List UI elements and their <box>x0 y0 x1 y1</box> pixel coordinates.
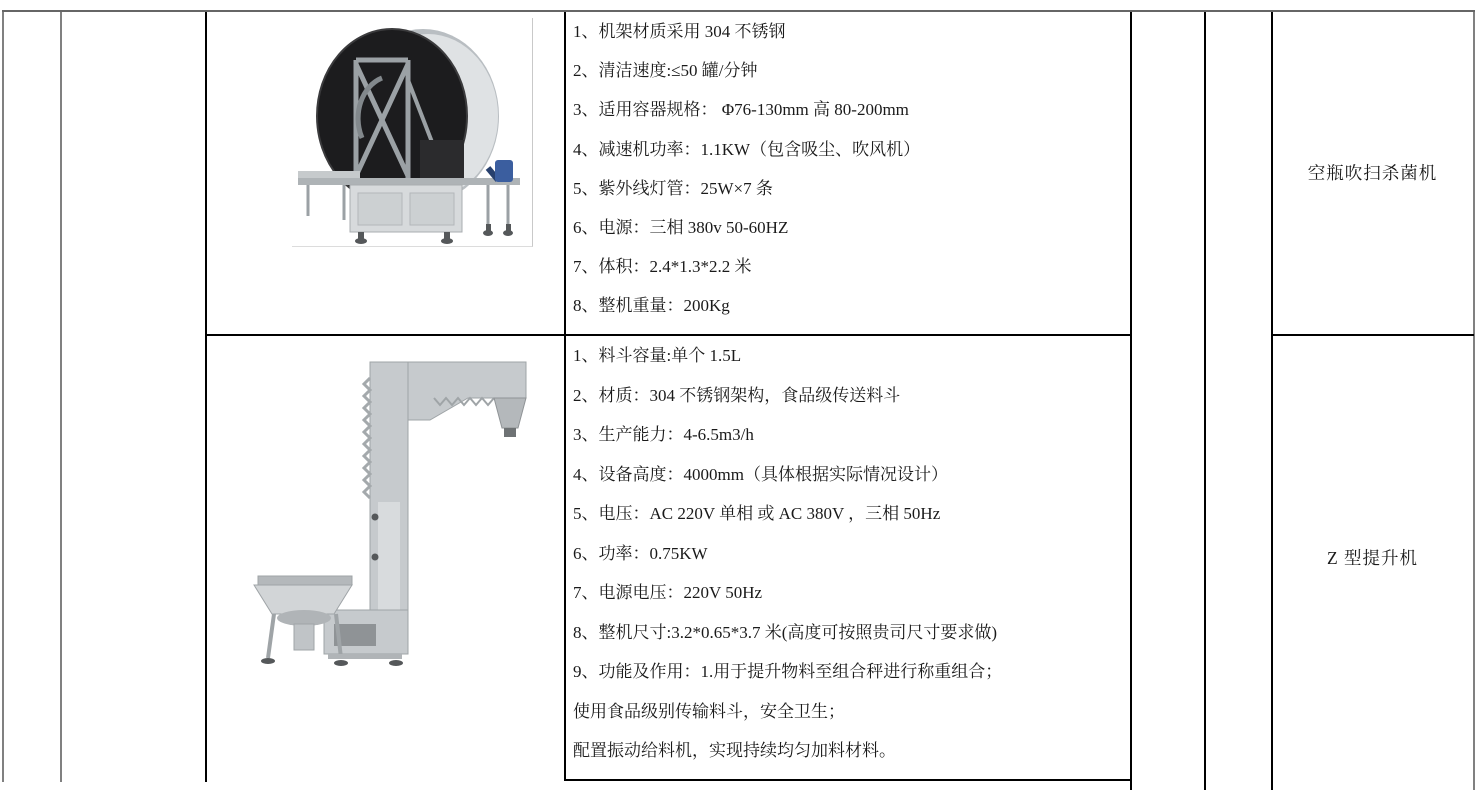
spec-list-row2 <box>573 334 1125 769</box>
grid-line-right-border <box>1473 10 1475 790</box>
spec-line: 5、紫外线灯管：25W×7 条 <box>573 178 773 198</box>
grid-line-col5 <box>1204 10 1206 790</box>
spec-line: 9、功能及作用：1.用于提升物料至组合秤进行称重组合； <box>573 662 1003 682</box>
spec-list-row1 <box>573 10 1125 324</box>
product-name-row1 <box>1273 11 1473 333</box>
spec-line: 7、体积：2.4*1.3*2.2 米 <box>573 257 752 277</box>
spec-line: 7、电源电压：220V 50Hz <box>573 583 763 603</box>
spec-line: 5、电压：AC 220V 单相 或 AC 380V ，三相 50Hz <box>573 504 941 524</box>
z-type-elevator-photo <box>228 352 546 674</box>
spec-line: 配置振动给料机，实现持续均匀加料材料。 <box>573 741 896 761</box>
spec-line: 3、适用容器规格： Φ76-130mm 高 80-200mm <box>573 100 909 120</box>
spec-line: 2、材质：304 不锈钢架构，食品级传送料斗 <box>573 385 901 405</box>
grid-line-left-border <box>2 10 4 782</box>
grid-line-col1 <box>60 10 62 782</box>
spec-line: 8、整机重量：200Kg <box>573 296 730 316</box>
spec-line: 6、电源：三相 380v 50-60HZ <box>573 218 789 238</box>
grid-line-col2 <box>205 10 207 782</box>
spec-line: 使用食品级别传输料斗，安全卫生； <box>573 701 845 721</box>
product-name-label: 空瓶吹扫杀菌机 <box>1307 162 1438 183</box>
product-name-row2 <box>1273 335 1473 779</box>
spec-line: 1、料斗容量:单个 1.5L <box>573 346 742 366</box>
empty-bottle-sterilizer-photo <box>292 18 533 247</box>
product-name-label: Z 型提升机 <box>1326 547 1419 568</box>
spec-line: 3、生产能力：4-6.5m3/h <box>573 425 754 445</box>
grid-line-bottom-spec <box>564 779 1131 781</box>
spec-line: 6、功率：0.75KW <box>573 543 708 563</box>
grid-line-col3 <box>564 10 566 781</box>
spec-line: 4、设备高度：4000mm（具体根据实际情况设计） <box>573 464 948 484</box>
spec-line: 8、整机尺寸:3.2*0.65*3.7 米(高度可按照贵司尺寸要求做) <box>573 622 998 642</box>
spec-line: 4、减速机功率：1.1KW（包含吸尘、吹风机） <box>573 139 921 159</box>
grid-line-col4 <box>1130 10 1132 790</box>
spec-line: 1、机架材质采用 304 不锈钢 <box>573 22 786 42</box>
spec-line: 2、清洁速度:≤50 罐/分钟 <box>573 61 758 81</box>
